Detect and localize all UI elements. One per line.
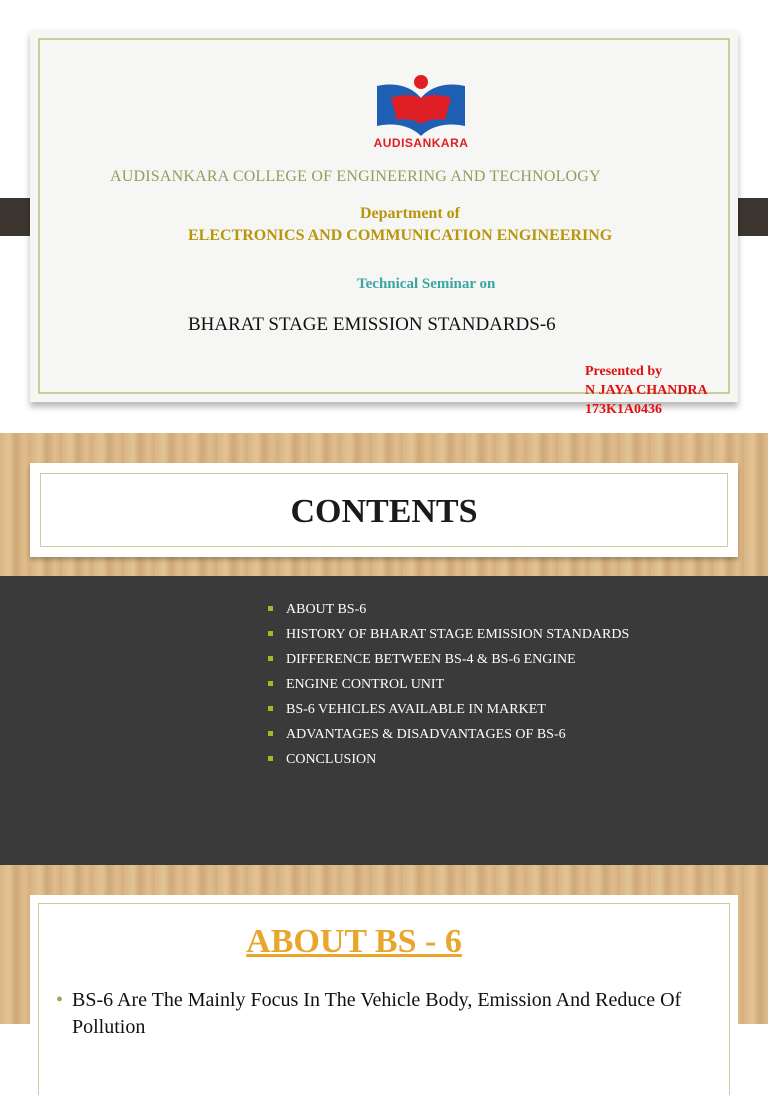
roll-number: 173K1A0436 <box>585 402 662 417</box>
presenter-block <box>585 362 708 419</box>
department-of-label: Department of <box>360 205 460 222</box>
list-item-text: BS-6 VEHICLES AVAILABLE IN MARKET <box>286 702 546 717</box>
college-name: AUDISANKARA COLLEGE OF ENGINEERING AND TECHNOLOGY <box>110 168 601 185</box>
presenter-name: N JAYA CHANDRA <box>585 383 708 398</box>
list-item <box>268 676 629 701</box>
logo-text: AUDISANKARA <box>373 136 469 150</box>
list-item-text: ADVANTAGES & DISADVANTAGES OF BS-6 <box>286 727 566 742</box>
square-bullet-icon <box>268 731 273 736</box>
square-bullet-icon <box>268 631 273 636</box>
seminar-topic: BHARAT STAGE EMISSION STANDARDS-6 <box>188 314 556 335</box>
square-bullet-icon <box>268 606 273 611</box>
list-item <box>268 751 629 776</box>
list-item-text: ABOUT BS-6 <box>286 602 367 617</box>
contents-slide <box>0 433 768 865</box>
square-bullet-icon <box>268 681 273 686</box>
seminar-label: Technical Seminar on <box>357 276 496 292</box>
square-bullet-icon <box>268 756 273 761</box>
contents-list <box>268 601 629 776</box>
list-item-text: ENGINE CONTROL UNIT <box>286 677 445 692</box>
list-item-text: CONCLUSION <box>286 752 377 767</box>
presented-by-label: Presented by <box>585 364 663 379</box>
square-bullet-icon <box>268 656 273 661</box>
square-bullet-icon <box>268 706 273 711</box>
contents-title-box <box>30 463 738 557</box>
round-bullet-icon: • <box>56 989 64 1011</box>
list-item <box>268 626 629 651</box>
about-slide <box>0 865 768 1038</box>
list-item <box>268 701 629 726</box>
about-bullet <box>56 987 692 1041</box>
list-item-text: DIFFERENCE BETWEEN BS-4 & BS-6 ENGINE <box>286 652 576 667</box>
title-slide <box>30 30 738 417</box>
about-title: ABOUT BS - 6 <box>246 923 462 960</box>
list-item <box>268 601 629 626</box>
about-bullet-text: BS-6 Are The Mainly Focus In The Vehicle Body, Emission And Reduce Of Pollution <box>72 989 682 1038</box>
list-item <box>268 651 629 676</box>
list-item <box>268 726 629 751</box>
department-name: ELECTRONICS AND COMMUNICATION ENGINEERING <box>188 227 613 244</box>
list-item-text: HISTORY OF BHARAT STAGE EMISSION STANDARDS <box>286 627 630 642</box>
contents-title: CONTENTS <box>290 493 478 530</box>
